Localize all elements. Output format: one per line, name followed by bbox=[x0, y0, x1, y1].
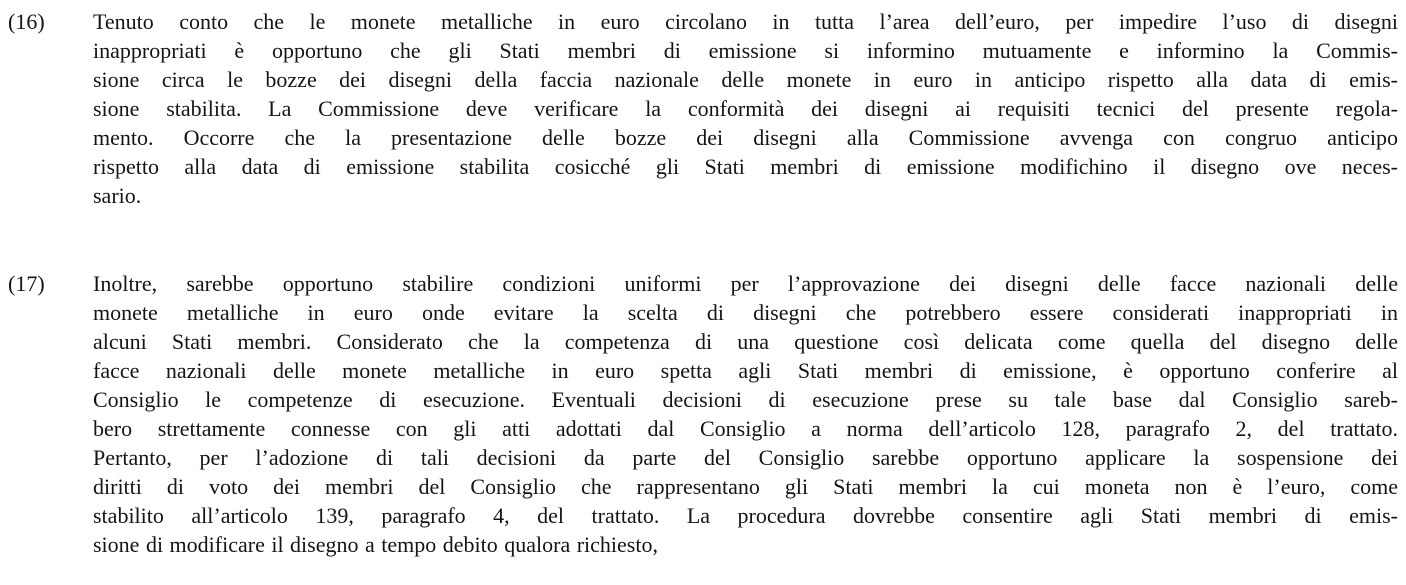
recital-17 bbox=[8, 269, 1398, 559]
text-line: alcuni Stati membri. Considerato che la competenza di una questione così delicata come quella del disegno delle bbox=[93, 329, 1398, 354]
text-line: diritti di voto dei membri del Consiglio che rappresentano gli Stati membri la cui moneta non è l’euro, come bbox=[93, 474, 1398, 499]
recital-16 bbox=[8, 7, 1398, 210]
text-line: sione stabilita. La Commissione deve verificare la conformità dei disegni ai requisiti tecnici del presente regola- bbox=[93, 96, 1398, 121]
text-line: sario. bbox=[93, 183, 142, 208]
text-line: facce nazionali delle monete metalliche in euro spetta agli Stati membri di emissione, è opportuno conferire al bbox=[93, 358, 1398, 383]
text-line: Tenuto conto che le monete metalliche in euro circolano in tutta l’area dell’euro, per impedire l’uso di disegni bbox=[93, 9, 1398, 34]
text-line: monete metalliche in euro onde evitare la scelta di disegni che potrebbero essere considerati inappropriati in bbox=[93, 300, 1398, 325]
recital-17-text bbox=[93, 269, 1398, 559]
text-line: sione di modificare il disegno a tempo debito qualora richiesto, bbox=[93, 532, 658, 557]
recital-16-text bbox=[93, 7, 1398, 210]
text-line: bero strettamente connesse con gli atti adottati dal Consiglio a norma dell’articolo 128, paragrafo 2, del trattato. bbox=[93, 416, 1398, 441]
text-line: Consiglio le competenze di esecuzione. Eventuali decisioni di esecuzione prese su tale base dal Consiglio sareb- bbox=[93, 387, 1398, 412]
text-line: Pertanto, per l’adozione di tali decisioni da parte del Consiglio sarebbe opportuno applicare la sospensione dei bbox=[93, 445, 1398, 470]
recital-16-number: (16) bbox=[8, 9, 45, 34]
text-line: Inoltre, sarebbe opportuno stabilire condizioni uniformi per l’approvazione dei disegni delle facce nazionali delle bbox=[93, 271, 1398, 296]
text-line: rispetto alla data di emissione stabilita cosicché gli Stati membri di emissione modifichino il disegno ove neces- bbox=[93, 154, 1398, 179]
text-line: stabilito all’articolo 139, paragrafo 4, del trattato. La procedura dovrebbe consentire agli Stati membri di emis- bbox=[93, 503, 1398, 528]
text-line: mento. Occorre che la presentazione delle bozze dei disegni alla Commissione avvenga con congruo anticipo bbox=[93, 125, 1398, 150]
recital-17-number: (17) bbox=[8, 271, 45, 296]
text-line: sione circa le bozze dei disegni della faccia nazionale delle monete in euro in anticipo rispetto alla data di emis- bbox=[93, 67, 1398, 92]
text-line: inappropriati è opportuno che gli Stati membri di emissione si informino mutuamente e informino la Commis- bbox=[93, 38, 1398, 63]
